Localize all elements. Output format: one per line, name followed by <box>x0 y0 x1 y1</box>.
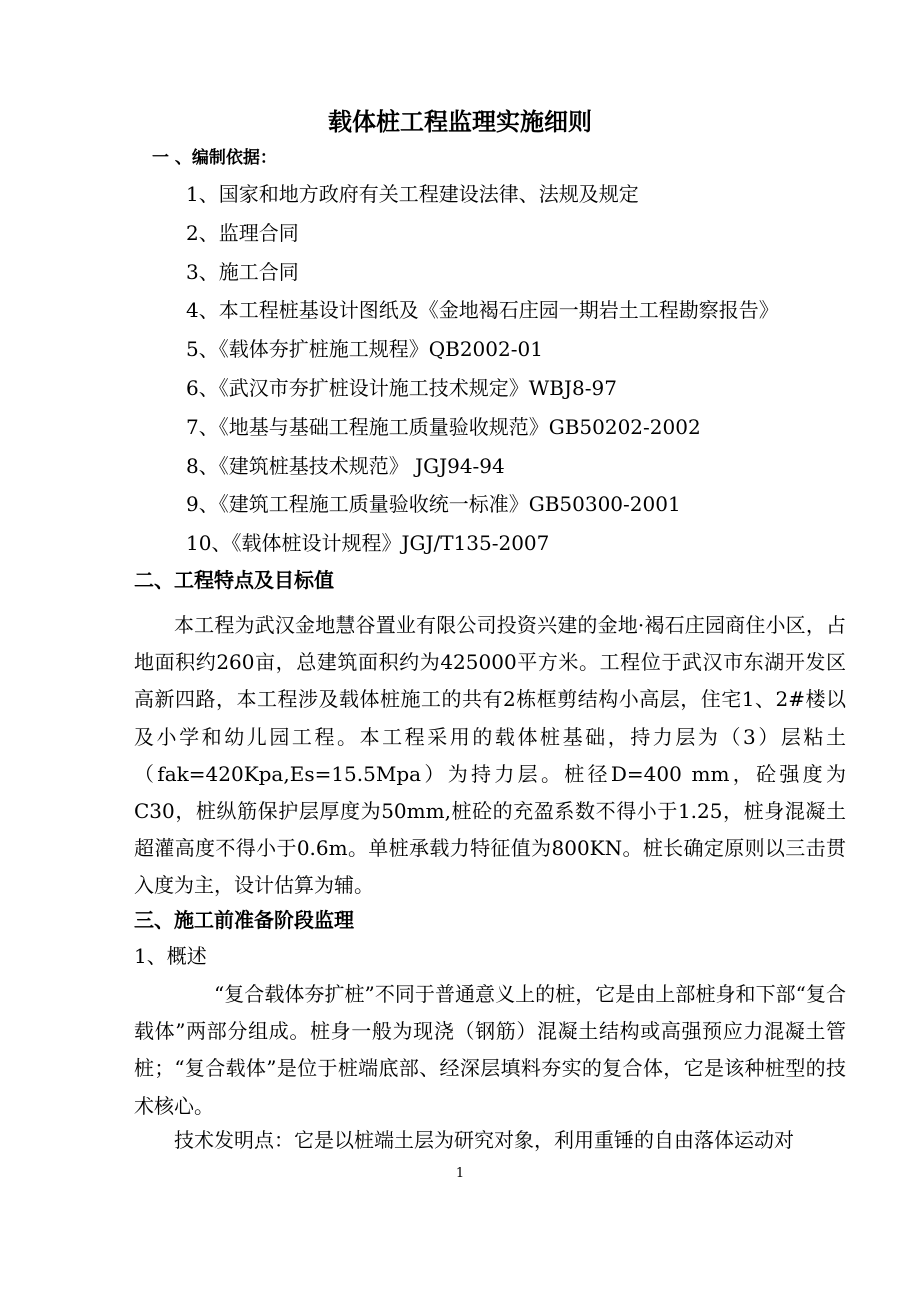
reference-item: 2、监理合同 <box>186 220 299 245</box>
reference-item: 8、《建筑桩基技术规范》 JGJ94-94 <box>186 453 505 478</box>
reference-item: 1、国家和地方政府有关工程建设法律、法规及规定 <box>186 182 639 206</box>
technology-paragraph: 技术发明点：它是以桩端土层为研究对象，利用重锤的自由落体运动对 <box>174 1128 794 1152</box>
section2-heading: 二、工程特点及目标值 <box>134 568 334 592</box>
reference-item: 4、本工程桩基设计图纸及《金地褐石庄园一期岩土工程勘察报告》 <box>186 298 779 323</box>
overview-paragraph: “复合载体夯扩桩”不同于普通意义上的桩，它是由上部桩身和下部“复合载体”两部分组成。桩身一般为现浇（钢筋）混凝土结构或高强预应力混凝土管桩；“复合载体”是位于桩端底部、经深层填料夯实的复合体，它是该种桩型的技术核心。 <box>134 982 846 1118</box>
reference-item: 9、《建筑工程施工质量验收统一标准》GB50300-2001 <box>186 492 681 517</box>
reference-item: 7、《地基与基础工程施工质量验收规范》GB50202-2002 <box>186 414 701 439</box>
section1-heading: 一 、编制依据： <box>152 148 277 168</box>
reference-item: 10、《载体桩设计规程》JGJ/T135-2007 <box>186 531 550 556</box>
page-number: 1 <box>455 1166 465 1181</box>
reference-list <box>186 175 779 563</box>
reference-item: 3、施工合同 <box>186 259 299 284</box>
project-features-paragraph: 本工程为武汉金地慧谷置业有限公司投资兴建的金地·褐石庄园商住小区，占地面积约260亩，总建筑面积约为425000平方米。工程位于武汉市东湖开发区高新四路，本工程涉及载体桩施工的共有2栋框剪结构小高层，住宅1、2#楼以及小学和幼儿园工程。本工程采用的载体桩基础，持力层为（3）层粘土（fak=420Kpa,Es=15.5Mpa）为持力层。桩径D=400 mm，砼强度为C30，桩纵筋保护层厚度为50mm,桩砼的充盈系数不得小于1.25，桩身混凝土超灌高度不得小于0.6m。单桩承载力特征值为800KN。桩长确定原则以三击贯入度为主，设计估算为辅。 <box>134 613 846 898</box>
section3-heading: 三、施工前准备阶段监理 <box>134 908 354 932</box>
reference-item: 6、《武汉市夯扩桩设计施工技术规定》WBJ8-97 <box>186 375 617 400</box>
reference-item: 5、《载体夯扩桩施工规程》QB2002-01 <box>186 337 543 362</box>
document-title: 载体桩工程监理实施细则 <box>328 107 592 136</box>
overview-subheading: 1、概述 <box>134 944 207 968</box>
